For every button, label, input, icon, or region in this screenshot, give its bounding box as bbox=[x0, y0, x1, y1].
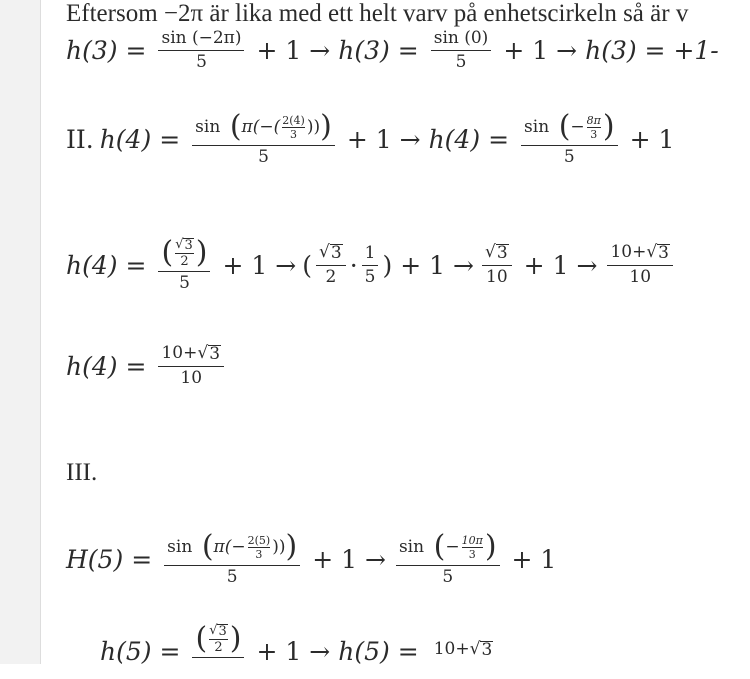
eq2-tiny-fraction bbox=[282, 115, 305, 140]
eq3-root-c: 3 bbox=[496, 243, 508, 263]
eq3-two: 2 bbox=[175, 253, 194, 268]
eq3-arrow2: → bbox=[453, 250, 474, 280]
eq3-root: 3 bbox=[184, 238, 193, 253]
eq2-close: )) bbox=[306, 116, 321, 137]
eq5-pi-open: π(− bbox=[213, 536, 246, 557]
eq5-tiny-den: 3 bbox=[248, 547, 271, 560]
eq5-fraction-2: sin ( − $\frac{10\pi}{3}$ ) 5 bbox=[396, 532, 500, 586]
eq3-arrow: → bbox=[275, 250, 297, 280]
eq1-mid: h(3) bbox=[338, 36, 390, 65]
equation-h4-step1: II. h(4) = sin ( π(−( $\frac{2(4)}{3}$ )) ) 5 + 1 → h(4) = sin ( − $\frac{8\pi}{3}$ ) 5 + 1 bbox=[66, 109, 675, 167]
eq3-sqrt3-half: √ 3 2 bbox=[316, 244, 346, 286]
eq1-frac1-num: sin (−2π) bbox=[161, 28, 242, 48]
eq5-plus2: + 1 bbox=[511, 544, 557, 574]
eq2-mid: h(4) bbox=[428, 124, 481, 154]
eq1-arrow1: → bbox=[309, 36, 331, 65]
eq2-tiny-fraction-2 bbox=[587, 115, 601, 140]
eq5-lhs: H(5) bbox=[66, 544, 124, 574]
eq2-sin: sin bbox=[195, 116, 221, 137]
eq6-root2: 3 bbox=[481, 639, 493, 660]
eq2-fraction-2: sin ( − $\frac{8\pi}{3}$ ) 5 bbox=[521, 112, 618, 166]
eq6-arrow: → bbox=[309, 636, 331, 666]
eq1-fraction-1 bbox=[158, 30, 244, 71]
eq5-tiny2-num: 10π bbox=[461, 533, 483, 547]
equation-h3: h(3) = $\frac{\sin (-2\pi)}{5}$ + 1 → h(3) = $\frac{\sin (0)}{5}$ + 1 → h(3) = +1- bbox=[66, 28, 719, 72]
eq1-arrow2: → bbox=[556, 36, 578, 65]
eq3-root-d: 3 bbox=[658, 243, 669, 263]
eq3-dot: · bbox=[349, 250, 358, 280]
eq4-lhs: h(4) bbox=[66, 351, 118, 381]
eq3-plus: + 1 bbox=[222, 250, 268, 280]
equation-h4-step2: h(4) = ( √ 3 2 ) 5 + 1 → ( √ 3 2 · $\frac{1}{5}$ ) + 1 → √ 3 10 + 1 → 10+ √ 3 10 bbox=[66, 238, 677, 292]
eq2-plus2: + 1 bbox=[629, 124, 675, 154]
eq3-final-fraction: 10+ √ 3 10 bbox=[607, 244, 673, 286]
eq3-num-final: 10+ bbox=[610, 242, 647, 262]
eq2-den2: 5 bbox=[521, 145, 618, 166]
eq3-fraction-1: ( √ 3 2 ) 5 bbox=[158, 238, 210, 292]
eq3-five: 5 bbox=[362, 265, 379, 286]
eq3-one: 1 bbox=[364, 242, 376, 263]
eq2-tiny2-num: 8π bbox=[586, 113, 601, 127]
eq5-close: )) bbox=[272, 536, 286, 557]
eq2-arrow: → bbox=[399, 124, 421, 154]
left-margin-gutter bbox=[0, 0, 40, 664]
eq4-num-pre: 10+ bbox=[161, 343, 198, 363]
equation-H5: H(5) = sin ( π(− $\frac{2(5)}{3}$ )) ) 5 + 1 → sin ( − $\frac{10\pi}{3}$ ) 5 + 1 bbox=[66, 529, 557, 587]
eq5-plus: + 1 bbox=[312, 544, 357, 574]
eq3-plus2: + 1 bbox=[400, 250, 446, 280]
eq6-root: 3 bbox=[218, 624, 227, 639]
eq4-root: 3 bbox=[209, 344, 221, 364]
eq3-sqrt3-tenth: √ 3 10 bbox=[482, 244, 512, 286]
eq3-root-b: 3 bbox=[330, 243, 342, 263]
eq6-num-pre: 10+ bbox=[433, 638, 470, 659]
eq1-end: h(3) = +1- bbox=[585, 36, 719, 65]
eq5-den: 5 bbox=[164, 565, 300, 586]
eq1-frac2-den: 5 bbox=[431, 50, 492, 71]
eq2-den: 5 bbox=[192, 145, 335, 166]
eq2-tiny-num: 2(4) bbox=[282, 113, 305, 127]
section-iii-label: III. bbox=[66, 459, 98, 486]
eq6-plus: + 1 bbox=[256, 636, 302, 666]
eq3-den: 5 bbox=[158, 271, 210, 292]
eq1-plus2: + 1 bbox=[503, 36, 549, 65]
eq2-pi-open: π(−( bbox=[241, 116, 281, 137]
eq2-plus: + 1 bbox=[346, 124, 392, 154]
eq5-tiny2-den: 3 bbox=[462, 547, 483, 560]
eq3-plus3: + 1 bbox=[523, 250, 569, 280]
eq6-sqrt3-over-2: √ 3 2 bbox=[209, 623, 227, 655]
eq4-den: 10 bbox=[158, 366, 224, 387]
eq1-fraction-2 bbox=[431, 30, 492, 71]
eq3-arrow3: → bbox=[576, 250, 598, 280]
eq5-arrow: → bbox=[365, 544, 386, 574]
eq1-plus1: + 1 bbox=[256, 36, 302, 65]
eq6-two: 2 bbox=[209, 639, 228, 654]
eq4-fraction: 10+ √ 3 10 bbox=[158, 345, 224, 387]
eq2-tiny-den: 3 bbox=[282, 127, 305, 140]
content-border bbox=[40, 0, 41, 664]
eq1-lhs: h(3) bbox=[66, 36, 118, 65]
eq5-tiny-fraction-2 bbox=[462, 535, 483, 560]
eq5-sin: sin bbox=[167, 536, 193, 557]
eq5-tiny-num: 2(5) bbox=[247, 533, 271, 547]
eq1-frac1-den: 5 bbox=[158, 50, 244, 71]
eq5-neg: − bbox=[445, 536, 460, 557]
eq2-lhs: h(4) bbox=[99, 124, 152, 154]
eq6-fraction-2: 10+ √ 3 bbox=[433, 638, 493, 660]
eq6-fraction-1: ( √ 3 2 ) bbox=[192, 624, 244, 678]
eq1-frac2-num: sin (0) bbox=[433, 28, 489, 48]
eq5-fraction-1: sin ( π(− $\frac{2(5)}{3}$ )) ) 5 bbox=[164, 532, 300, 586]
eq3-ten: 10 bbox=[482, 265, 512, 286]
eq2-fraction-1: sin ( π(−( $\frac{2(4)}{3}$ )) ) 5 bbox=[192, 112, 335, 166]
eq5-den2: 5 bbox=[396, 565, 500, 586]
eq5-sin2: sin bbox=[398, 536, 425, 557]
eq3-den-final: 10 bbox=[607, 265, 673, 286]
eq6-mid: h(5) bbox=[338, 636, 390, 666]
eq2-tiny2-den: 3 bbox=[587, 127, 601, 140]
eq3-one-fifth bbox=[362, 242, 379, 287]
intro-text: Eftersom −2π är lika med ett helt varv på enhetscirkeln så är v bbox=[66, 0, 689, 27]
eq3-two-b: 2 bbox=[316, 265, 346, 286]
eq6-lhs: h(5) bbox=[100, 636, 152, 666]
section-ii-label: II. bbox=[66, 124, 94, 154]
equation-h4-result: h(4) = 10+ √ 3 10 bbox=[66, 345, 228, 387]
eq5-tiny-fraction bbox=[248, 535, 271, 560]
eq2-sin2: sin bbox=[524, 116, 550, 137]
eq3-sqrt3-over-2: √ 3 2 bbox=[175, 237, 193, 269]
eq2-neg: − bbox=[570, 116, 585, 137]
equation-h5-partial: h(5) = ( √ 3 2 ) + 1 → h(5) = 10+ √ 3 bbox=[100, 624, 500, 678]
eq3-lhs: h(4) bbox=[66, 250, 118, 280]
